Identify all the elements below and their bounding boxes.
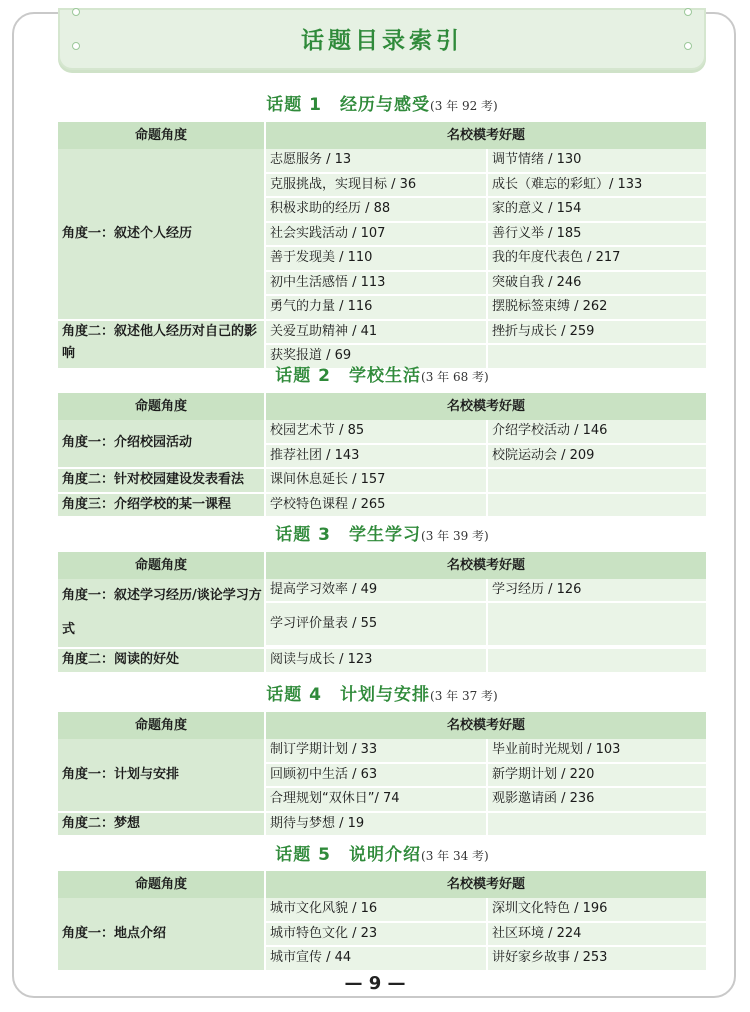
essay-title: 学校特色课程 / 265	[266, 494, 486, 519]
table-row	[266, 813, 706, 838]
essay-title: 期待与梦想 / 19	[266, 813, 486, 838]
essay-title: 积极求助的经历 / 88	[266, 198, 486, 223]
angle-group	[58, 898, 706, 972]
angle-group	[58, 813, 706, 838]
essay-title: 学习评价量表 / 55	[266, 603, 486, 647]
table-row	[266, 420, 706, 445]
angle-label: 角度二：针对校园建设发表看法	[58, 469, 264, 494]
header-titles: 名校模考好题	[264, 871, 706, 898]
essay-title: 城市特色文化 / 23	[266, 923, 486, 948]
table-row	[266, 923, 706, 948]
header-titles: 名校模考好题	[264, 712, 706, 739]
essay-title: 校园艺术节 / 85	[266, 420, 486, 445]
title-list	[264, 494, 706, 519]
essay-title: 讲好家乡故事 / 253	[486, 947, 706, 972]
topic-count: (3 年 39 考)	[421, 529, 489, 543]
page-number: — 9 —	[344, 973, 406, 994]
angle-label: 角度二：叙述他人经历对自己的影响	[58, 321, 264, 370]
angle-label: 角度二：梦想	[58, 813, 264, 838]
header-titles: 名校模考好题	[264, 122, 706, 149]
header-titles: 名校模考好题	[264, 393, 706, 420]
topic-table	[58, 552, 706, 674]
essay-title: 课间休息延长 / 157	[266, 469, 486, 494]
essay-title: 成长（难忘的彩虹）/ 133	[486, 174, 706, 199]
essay-title: 介绍学校活动 / 146	[486, 420, 706, 445]
table-row	[266, 649, 706, 674]
title-list	[264, 579, 706, 649]
essay-title	[486, 813, 706, 838]
title-list	[264, 420, 706, 469]
table-row	[266, 494, 706, 519]
title-banner	[58, 8, 706, 70]
table-header	[58, 393, 706, 420]
topic-heading	[58, 90, 706, 115]
title-list	[264, 739, 706, 813]
topic-heading	[58, 840, 706, 865]
table-row	[266, 321, 706, 346]
table-header	[58, 552, 706, 579]
table-row	[266, 247, 706, 272]
table-row	[266, 898, 706, 923]
topic-name: 话题 5 说明介绍	[275, 845, 422, 865]
topic-table	[58, 871, 706, 972]
table-row	[266, 469, 706, 494]
topic-name: 话题 4 计划与安排	[266, 685, 431, 705]
topic-count: (3 年 37 考)	[430, 689, 498, 703]
table-row	[266, 296, 706, 321]
essay-title: 回顾初中生活 / 63	[266, 764, 486, 789]
essay-title: 善行义举 / 185	[486, 223, 706, 248]
angle-label: 角度三：介绍学校的某一课程	[58, 494, 264, 519]
angle-group	[58, 579, 706, 649]
essay-title: 推荐社团 / 143	[266, 445, 486, 470]
decor-dot	[72, 8, 80, 16]
essay-title: 阅读与成长 / 123	[266, 649, 486, 674]
table-row	[266, 603, 706, 647]
table-row	[266, 223, 706, 248]
essay-title: 校院运动会 / 209	[486, 445, 706, 470]
essay-title: 善于发现美 / 110	[266, 247, 486, 272]
table-header	[58, 871, 706, 898]
angle-group	[58, 420, 706, 469]
essay-title: 新学期计划 / 220	[486, 764, 706, 789]
essay-title: 调节情绪 / 130	[486, 149, 706, 174]
header-angle: 命题角度	[134, 399, 187, 414]
topic-heading	[58, 680, 706, 705]
essay-title	[486, 603, 706, 647]
topic-count: (3 年 34 考)	[421, 849, 489, 863]
essay-title: 深圳文化特色 / 196	[486, 898, 706, 923]
topic-table	[58, 712, 706, 837]
angle-label: 角度一：地点介绍	[58, 898, 264, 972]
topic-count: (3 年 92 考)	[430, 99, 498, 113]
angle-group	[58, 494, 706, 519]
essay-title: 突破自我 / 246	[486, 272, 706, 297]
essay-title	[486, 494, 706, 519]
angle-group	[58, 739, 706, 813]
angle-group	[58, 149, 706, 321]
table-row	[266, 445, 706, 470]
header-titles: 名校模考好题	[264, 552, 706, 579]
topic-table	[58, 393, 706, 518]
essay-title: 制订学期计划 / 33	[266, 739, 486, 764]
header-angle: 命题角度	[134, 128, 187, 143]
title-list	[264, 649, 706, 674]
title-list	[264, 898, 706, 972]
header-angle: 命题角度	[134, 718, 187, 733]
table-row	[266, 198, 706, 223]
angle-group	[58, 469, 706, 494]
essay-title: 挫折与成长 / 259	[486, 321, 706, 346]
essay-title: 我的年度代表色 / 217	[486, 247, 706, 272]
decor-dot	[684, 8, 692, 16]
page-title: 话题目录索引	[301, 28, 463, 54]
topic-name: 话题 2 学校生活	[275, 366, 422, 386]
topic-count: (3 年 68 考)	[421, 370, 489, 384]
essay-title: 关爱互助精神 / 41	[266, 321, 486, 346]
essay-title: 观影邀请函 / 236	[486, 788, 706, 813]
essay-title: 初中生活感悟 / 113	[266, 272, 486, 297]
essay-title: 毕业前时光规划 / 103	[486, 739, 706, 764]
essay-title: 获奖报道 / 69	[266, 345, 486, 370]
table-header	[58, 712, 706, 739]
title-list	[264, 149, 706, 321]
table-row	[266, 764, 706, 789]
table-row	[266, 739, 706, 764]
header-angle: 命题角度	[134, 558, 187, 573]
angle-label: 角度一：叙述学习经历/谈论学习方式	[58, 579, 264, 649]
angle-group	[58, 649, 706, 674]
topic-table	[58, 122, 706, 370]
topic-name: 话题 1 经历与感受	[266, 95, 431, 115]
topic-heading	[58, 520, 706, 545]
essay-title: 城市宣传 / 44	[266, 947, 486, 972]
essay-title: 家的意义 / 154	[486, 198, 706, 223]
essay-title: 社会实践活动 / 107	[266, 223, 486, 248]
essay-title: 城市文化风貌 / 16	[266, 898, 486, 923]
essay-title: 志愿服务 / 13	[266, 149, 486, 174]
table-row	[266, 149, 706, 174]
angle-label: 角度一：计划与安排	[58, 739, 264, 813]
title-list	[264, 813, 706, 838]
angle-label: 角度一：叙述个人经历	[58, 149, 264, 321]
essay-title: 勇气的力量 / 116	[266, 296, 486, 321]
topic-heading	[58, 361, 706, 386]
angle-label: 角度一：介绍校园活动	[58, 420, 264, 469]
essay-title	[486, 469, 706, 494]
essay-title: 学习经历 / 126	[486, 579, 706, 603]
title-list	[264, 469, 706, 494]
essay-title: 合理规划“双休日”/ 74	[266, 788, 486, 813]
table-row	[266, 174, 706, 199]
table-row	[266, 947, 706, 972]
topic-name: 话题 3 学生学习	[275, 525, 422, 545]
table-row	[266, 788, 706, 813]
essay-title	[486, 649, 706, 674]
essay-title: 摆脱标签束缚 / 262	[486, 296, 706, 321]
table-row	[266, 272, 706, 297]
essay-title: 克服挑战，实现目标 / 36	[266, 174, 486, 199]
table-row	[266, 579, 706, 603]
header-angle: 命题角度	[134, 877, 187, 892]
essay-title: 提高学习效率 / 49	[266, 579, 486, 603]
angle-label: 角度二：阅读的好处	[58, 649, 264, 674]
essay-title: 社区环境 / 224	[486, 923, 706, 948]
table-header	[58, 122, 706, 149]
